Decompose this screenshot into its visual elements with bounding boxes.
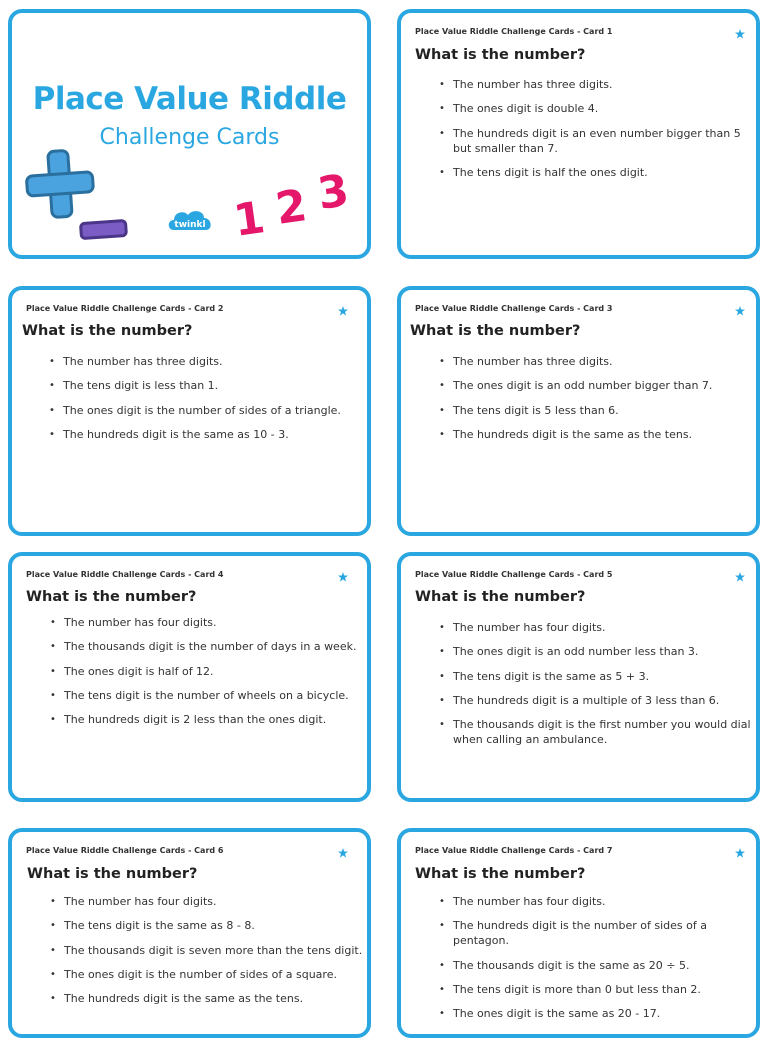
card-header: Place Value Riddle Challenge Cards - Card 5 [415, 570, 613, 579]
card-header: Place Value Riddle Challenge Cards - Card 6 [26, 846, 224, 855]
clue-item: • The tens digit is the same as 8 - 8. [50, 918, 364, 933]
question-heading: What is the number? [26, 589, 197, 605]
star-icon [338, 306, 348, 316]
clue-item: • The hundreds digit is the same as 10 - 3. [49, 427, 363, 442]
clue-item: • The number has three digits. [439, 354, 753, 369]
question-heading: What is the number? [27, 866, 198, 882]
star-icon [735, 848, 745, 858]
card-header: Place Value Riddle Challenge Cards - Card 7 [415, 846, 613, 855]
clue-item: • The ones digit is the number of sides of a square. [50, 967, 364, 982]
clue-item: • The number has four digits. [50, 894, 364, 909]
riddle-card-6 [8, 828, 371, 1038]
plus-minus-icon [24, 147, 134, 247]
question-heading: What is the number? [22, 323, 193, 339]
riddle-card-2 [8, 286, 371, 536]
clue-item: • The tens digit is the same as 5 + 3. [439, 669, 753, 684]
svg-text:twinkl: twinkl [174, 220, 206, 230]
clue-list [439, 894, 753, 1030]
clue-list [439, 354, 753, 451]
clue-item: • The ones digit is an odd number bigger than 7. [439, 378, 753, 393]
clue-item: • The ones digit is the same as 20 - 17. [439, 1006, 753, 1021]
clue-list [439, 620, 753, 756]
riddle-card-1 [397, 9, 760, 259]
clue-item: • The tens digit is more than 0 but less than 2. [439, 982, 753, 997]
twinkl-logo [166, 206, 216, 238]
clue-item: • The hundreds digit is an even number bigger than 5 but smaller than 7. [439, 126, 753, 156]
clue-item: • The number has three digits. [49, 354, 363, 369]
digit-3: 3 [314, 165, 353, 220]
clue-item: • The tens digit is less than 1. [49, 378, 363, 393]
clue-item: • The ones digit is double 4. [439, 101, 753, 116]
digit-1: 1 [230, 192, 269, 247]
clue-item: • The hundreds digit is the same as the tens. [50, 991, 364, 1006]
clue-item: • The hundreds digit is the number of sides of a pentagon. [439, 918, 753, 948]
clue-item: • The hundreds digit is the same as the tens. [439, 427, 753, 442]
clue-item: • The thousands digit is the same as 20 ÷ 5. [439, 958, 753, 973]
star-icon [338, 848, 348, 858]
clue-item: • The number has four digits. [439, 894, 753, 909]
card-header: Place Value Riddle Challenge Cards - Card 1 [415, 27, 613, 36]
cover-title: Place Value Riddle [32, 81, 347, 117]
clue-item: • The tens digit is half the ones digit. [439, 165, 753, 180]
clue-item: • The thousands digit is seven more than the tens digit. [50, 943, 364, 958]
riddle-card-5 [397, 552, 760, 802]
clue-item: • The number has three digits. [439, 77, 753, 92]
clue-list [50, 894, 364, 1015]
card-header: Place Value Riddle Challenge Cards - Card 2 [26, 304, 224, 313]
clue-item: • The number has four digits. [50, 615, 364, 630]
star-icon [735, 572, 745, 582]
card-header: Place Value Riddle Challenge Cards - Card 3 [415, 304, 613, 313]
clue-item: • The hundreds digit is 2 less than the ones digit. [50, 712, 364, 727]
question-heading: What is the number? [415, 589, 586, 605]
clue-list [50, 615, 364, 736]
question-heading: What is the number? [410, 323, 581, 339]
clue-item: • The thousands digit is the number of days in a week. [50, 639, 364, 654]
clue-item: • The tens digit is 5 less than 6. [439, 403, 753, 418]
clue-item: • The ones digit is half of 12. [50, 664, 364, 679]
riddle-card-7 [397, 828, 760, 1038]
clue-item: • The tens digit is the number of wheels on a bicycle. [50, 688, 364, 703]
cover-card [8, 9, 371, 259]
clue-item: • The hundreds digit is a multiple of 3 less than 6. [439, 693, 753, 708]
card-header: Place Value Riddle Challenge Cards - Card 4 [26, 570, 224, 579]
riddle-card-3 [397, 286, 760, 536]
clue-item: • The thousands digit is the first number you would dial when calling an ambulance. [439, 717, 753, 747]
digit-2: 2 [272, 180, 311, 235]
clue-item: • The number has four digits. [439, 620, 753, 635]
star-icon [735, 306, 745, 316]
star-icon [338, 572, 348, 582]
star-icon [735, 29, 745, 39]
riddle-card-4 [8, 552, 371, 802]
question-heading: What is the number? [415, 47, 586, 63]
question-heading: What is the number? [415, 866, 586, 882]
clue-item: • The ones digit is an odd number less than 3. [439, 644, 753, 659]
clue-item: • The ones digit is the number of sides of a triangle. [49, 403, 363, 418]
clue-list [439, 77, 753, 189]
cover-subtitle: Challenge Cards [99, 125, 280, 150]
clue-list [49, 354, 363, 451]
